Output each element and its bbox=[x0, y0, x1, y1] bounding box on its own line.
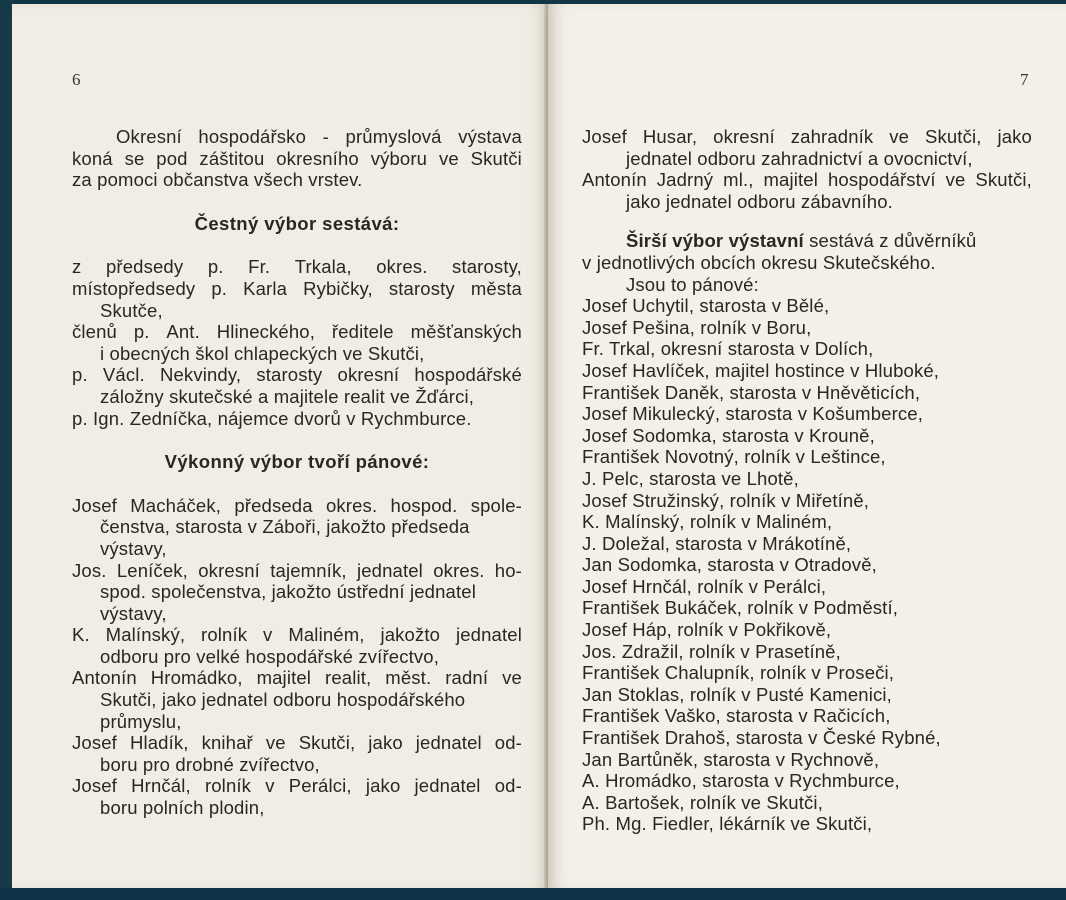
member-line: František Bukáček, rolník v Podměstí, bbox=[582, 597, 899, 619]
executive-line: výstavy, bbox=[100, 602, 167, 624]
intro-line: za pomoci občanstva všech vrstev. bbox=[72, 169, 363, 191]
right-page bbox=[548, 4, 1066, 888]
wider-committee-rest: sestává z důvěrníků bbox=[803, 230, 977, 252]
executive-line: Skutči, jako jednatel odboru hospodářského bbox=[100, 689, 466, 711]
member-line: J. Pelc, starosta ve Lhotě, bbox=[582, 467, 799, 489]
right-top-line: jako jednatel odboru zábavního. bbox=[626, 190, 893, 212]
executive-line: Josef Hrnčál, rolník v Perálci, jako jednatel od- bbox=[72, 775, 522, 797]
honorary-line: p. Ign. Zedníčka, nájemce dvorů v Rychmburce. bbox=[72, 407, 472, 429]
honorary-committee-heading: Čestný výbor sestává: bbox=[194, 212, 400, 234]
member-line: Josef Stružinský, rolník v Miřetíně, bbox=[582, 489, 870, 511]
member-line: Fr. Trkal, okresní starosta v Dolích, bbox=[582, 338, 874, 360]
member-line: Josef Háp, rolník v Pokřikově, bbox=[582, 619, 832, 641]
member-line: J. Doležal, starosta v Mrákotíně, bbox=[582, 532, 852, 554]
honorary-line: členů p. Ant. Hlineckého, ředitele měšťanských bbox=[72, 321, 522, 343]
honorary-line: záložny skutečské a majitele realit ve Žďárci, bbox=[100, 385, 475, 407]
member-line: Josef Pešina, rolník v Boru, bbox=[582, 316, 812, 338]
member-line: Jos. Zdražil, rolník v Prasetíně, bbox=[582, 640, 841, 662]
executive-line: boru pro drobné zvířectvo, bbox=[100, 753, 320, 775]
member-line: Jan Sodomka, starosta v Otradově, bbox=[582, 554, 877, 576]
page-number-left: 6 bbox=[72, 70, 81, 89]
executive-line: Josef Macháček, předseda okres. hospod. spole- bbox=[72, 494, 522, 516]
member-line: Josef Sodomka, starosta v Krouně, bbox=[582, 424, 875, 446]
member-line: Josef Mikulecký, starosta v Košumberce, bbox=[582, 403, 924, 425]
member-line: František Vaško, starosta v Račicích, bbox=[582, 705, 891, 727]
executive-line: Jos. Leníček, okresní tajemník, jednatel okres. ho- bbox=[72, 559, 522, 581]
member-line: Josef Hrnčál, rolník v Perálci, bbox=[582, 575, 827, 597]
wider-committee-line: v jednotlivých obcích okresu Skutečského. bbox=[582, 251, 936, 273]
executive-line: čenstva, starosta v Záboři, jakožto předseda bbox=[100, 516, 470, 538]
executive-committee-heading: Výkonný výbor tvoří pánové: bbox=[164, 451, 430, 473]
member-line: Jan Bartůněk, starosta v Rychnově, bbox=[582, 748, 880, 770]
executive-line: spod. společenstva, jakožto ústřední jednatel bbox=[100, 581, 476, 603]
book-edge-bottom bbox=[0, 888, 1066, 900]
right-top-line: Antonín Jadrný ml., majitel hospodářství ve Skutči, bbox=[582, 169, 1032, 191]
executive-line: průmyslu, bbox=[100, 710, 182, 732]
right-top-line: jednatel odboru zahradnictví a ovocnictví, bbox=[626, 147, 973, 169]
honorary-line: místopředsedy p. Karla Rybičky, starosty města bbox=[72, 277, 522, 299]
honorary-line: Skutče, bbox=[100, 299, 163, 321]
honorary-line: i obecných škol chlapeckých ve Skutči, bbox=[100, 342, 425, 364]
member-line: František Drahoš, starosta v České Rybné, bbox=[582, 727, 941, 749]
member-line: Ph. Mg. Fiedler, lékárník ve Skutči, bbox=[582, 813, 873, 835]
executive-line: Josef Hladík, knihař ve Skutči, jako jednatel od- bbox=[72, 732, 522, 754]
member-line: A. Hromádko, starosta v Rychmburce, bbox=[582, 770, 900, 792]
member-line: Jan Stoklas, rolník v Pusté Kamenici, bbox=[582, 683, 892, 705]
intro-line: koná se pod záštitou okresního výboru ve Skutči bbox=[72, 147, 522, 169]
honorary-line: z předsedy p. Fr. Trkala, okres. starosty, bbox=[72, 256, 522, 278]
executive-line: Antonín Hromádko, majitel realit, měst. radní ve bbox=[72, 667, 522, 689]
left-text-block bbox=[72, 126, 522, 819]
executive-line: K. Malínský, rolník v Maliném, jakožto jednatel bbox=[72, 624, 522, 646]
right-top-line: Josef Husar, okresní zahradník ve Skutči, jako bbox=[582, 126, 1032, 147]
right-text-block bbox=[582, 126, 1032, 835]
wider-committee-heading: Širší výbor výstavní bbox=[626, 230, 804, 252]
member-line: Josef Havlíček, majitel hostince v Hluboké, bbox=[582, 359, 940, 381]
member-line: Josef Uchytil, starosta v Bělé, bbox=[582, 295, 830, 317]
executive-line: odboru pro velké hospodářské zvířectvo, bbox=[100, 645, 440, 667]
wider-committee-intro bbox=[582, 230, 1032, 252]
member-line: František Chalupník, rolník v Proseči, bbox=[582, 662, 895, 684]
member-line: K. Malínský, rolník v Maliném, bbox=[582, 511, 833, 533]
wider-committee-line: Jsou to pánové: bbox=[626, 273, 759, 295]
left-page bbox=[12, 4, 548, 888]
member-line: A. Bartošek, rolník ve Skutči, bbox=[582, 791, 823, 813]
executive-line: výstavy, bbox=[100, 537, 167, 559]
member-line: František Novotný, rolník v Leštince, bbox=[582, 446, 886, 468]
intro-line: Okresní hospodářsko - průmyslová výstava bbox=[116, 126, 522, 147]
executive-line: boru polních plodin, bbox=[100, 797, 265, 819]
honorary-line: p. Václ. Nekvindy, starosty okresní hospodářské bbox=[72, 364, 522, 386]
member-line: František Daněk, starosta v Hněvěticích, bbox=[582, 381, 921, 403]
page-number-right: 7 bbox=[1020, 70, 1029, 89]
